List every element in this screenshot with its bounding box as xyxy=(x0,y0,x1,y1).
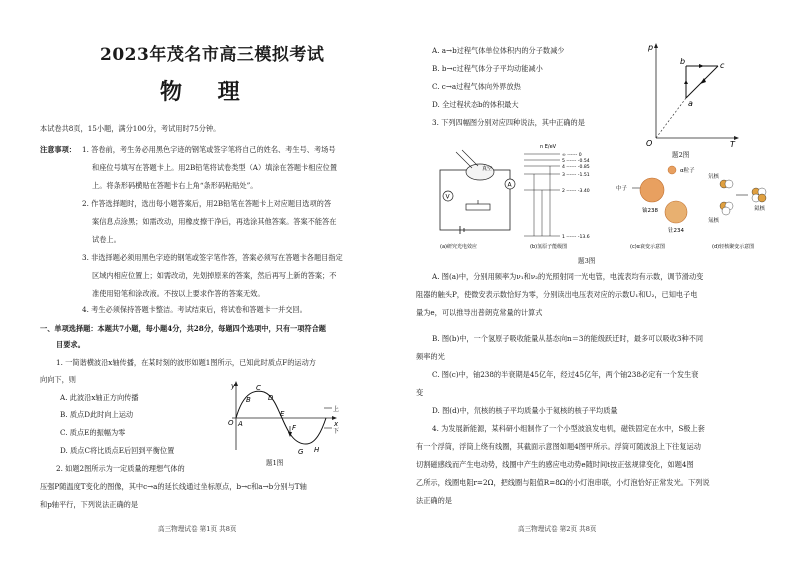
q3-option-a-cont: 阻器的触头P，使微安表示数恰好为零，分别读出电压表对应的示数U₁和U₂，已知电子电 xyxy=(416,290,698,299)
note-line: 1. 答卷前，考生务必用黑色字迹的钢笔或签字笔将自己的姓名、考生号、考场号 xyxy=(82,145,336,154)
q2-option-b: B. b→c过程气体分子平均动能减小 xyxy=(432,64,543,73)
fig3-neutron-label: 中子 xyxy=(616,186,628,192)
subject-title: 物 理 xyxy=(160,79,254,105)
figure-1-wave xyxy=(222,380,342,462)
q1-option-a: A. 此波沿x轴正方向传播 xyxy=(60,393,139,402)
fig1-label-down: 下 xyxy=(333,428,340,435)
fig3-panel-c xyxy=(616,166,695,234)
note-line: 区域内相应位置上；如需改动，先划掉原来的答案，然后再写上新的答案；不 xyxy=(92,271,337,280)
fig2-label-o: O xyxy=(646,139,653,148)
fig2-label-t: T xyxy=(730,140,735,148)
fig3-level: 2 ------ -3.40 xyxy=(562,189,590,194)
note-line: 4. 考生必须保持答题卡整洁。考试结束后，将试卷和答题卡一并交回。 xyxy=(82,305,307,314)
fig3-level: ∞ ------ 0 xyxy=(562,153,582,158)
fig3-panel-d xyxy=(708,172,766,224)
fig1-label-up: 上 xyxy=(333,406,340,413)
fig1-label-f: F xyxy=(292,424,297,432)
q2-option-c: C. c→a过程气体向外界放热 xyxy=(432,82,521,91)
q3-option-d: D. 图(d)中，氘核的核子平均质量小于氦核的核子平均质量 xyxy=(432,406,618,415)
note-line: 试卷上。 xyxy=(92,235,121,244)
page-footer: 高三物理试卷 第2页 共8页 xyxy=(518,525,597,533)
q2-option-d: D. 全过程状态b的体积最大 xyxy=(432,100,519,109)
figure-2-pt-graph xyxy=(642,40,742,148)
note-line: 准使用铅笔和涂改液。不按以上要求作答的答案无效。 xyxy=(92,289,265,298)
question-2-stem: 2. 如题2图所示为一定质量的理想气体的 xyxy=(56,464,185,473)
note-line: 2. 作答选择题时，选出每小题答案后，用2B铅笔在答题卡上对应题目选项的答 xyxy=(82,199,332,208)
question-2-stem-cont: 压强P随温度T变化的图像，其中c→a的延长线通过坐标原点，b→c和a→b分别与T轴 xyxy=(40,482,307,491)
q2-option-a: A. a→b过程气体单位体积内的分子数减少 xyxy=(432,46,565,55)
svg-text:A: A xyxy=(507,181,512,189)
fig3-panel-caption: (b)氢原子能级图 xyxy=(530,244,568,250)
note-line: 3. 非选择题必须用黑色字迹的钢笔或签字笔作答，答案必须写在答题卡各题目指定 xyxy=(82,253,343,262)
section-heading: 一、单项选择题：本题共7小题，每小题4分，共28分，每题四个选项中，只有一项符合题 xyxy=(40,324,326,333)
section-heading-cont: 目要求。 xyxy=(56,340,85,349)
q1-option-c: C. 质点E的振幅为零 xyxy=(60,428,126,437)
figure-1-caption: 题1图 xyxy=(266,459,284,467)
fig1-label-h: H xyxy=(314,446,320,454)
fig3-panel-caption: (a)研究光电效应 xyxy=(440,244,477,250)
question-4-stem-cont: 乙所示，线圈电阻r=2Ω，把线圈与阻值R=8Ω的小灯泡串联，小灯泡恰好正常发光。下列说 xyxy=(416,478,710,487)
fig1-label-y: y xyxy=(231,382,236,390)
q3-option-c: C. 图(c)中，铀238的半衰期是45亿年，经过45亿年，两个铀238必定有一个发生衰 xyxy=(432,370,699,379)
fig2-label-p: p xyxy=(648,43,654,52)
fig1-label-a: A xyxy=(238,420,243,428)
q3-option-b-cont: 频率的光 xyxy=(416,352,445,361)
fig3-panel-caption: (d)轻核聚变示意图 xyxy=(712,244,755,250)
question-4-stem-cont: 切割磁感线而产生电动势，线圈中产生的感应电动势e随时间t按正弦规律变化，如题4图 xyxy=(416,460,694,469)
fig1-label-o: O xyxy=(228,419,234,427)
fig3-panel-caption: (c)α衰变示意图 xyxy=(630,244,665,250)
fig3-u238-label: 铀238 xyxy=(642,208,658,214)
fig3-th234-label: 钍234 xyxy=(668,228,684,234)
exam-title: 2023年茂名市高三模拟考试 xyxy=(100,45,325,65)
question-1-stem: 1. 一简谐横波沿x轴传播，在某时刻的波形如题1图所示，已知此时质点F的运动方 xyxy=(56,358,316,367)
fig3-helium-label: 氦核 xyxy=(754,206,766,212)
fig1-label-x: x xyxy=(334,420,339,428)
fig3-triton-label: 氚核 xyxy=(708,218,720,224)
figure-2-caption: 题2图 xyxy=(672,151,690,159)
fig3-level: 5 ------ -0.54 xyxy=(562,159,590,164)
fig2-label-b: b xyxy=(680,57,686,66)
q3-option-a: A. 图(a)中，分别用频率为ν₁和ν₂的光照射同一光电管，电流表均有示数，调节滑动变 xyxy=(432,272,704,281)
fig1-label-d: D xyxy=(268,394,274,402)
fig1-label-g: G xyxy=(298,448,304,456)
svg-text:V: V xyxy=(445,193,450,201)
note-line: 上。将条形码横贴在答题卡右上角“条形码粘贴处”。 xyxy=(92,181,258,190)
question-2-stem-cont: 和p轴平行，下列说法正确的是 xyxy=(40,500,139,509)
question-4-stem-cont: 有一个浮筒，浮筒上绕有线圈，其截面示意图如题4图甲所示。浮筒可随波浪上下往复运动 xyxy=(416,442,701,451)
question-1-stem-cont: 向向下，则 xyxy=(40,375,76,384)
fig2-label-c: c xyxy=(720,61,725,70)
fig1-label-c: C xyxy=(256,384,261,392)
fig3-level-header: n E/eV xyxy=(540,144,557,150)
question-3-stem: 3. 下列四幅图分别对应四种说法，其中正确的是 xyxy=(432,118,585,127)
fig1-label-b: B xyxy=(246,396,251,404)
note-line: 案信息点涂黑；如需改动，用橡皮擦干净后，再选涂其他答案。答案不能答在 xyxy=(92,217,337,226)
q3-option-b: B. 图(b)中，一个氢原子吸收能量从基态向n＝3的能级跃迁时，最多可以吸收3种不同 xyxy=(432,334,704,343)
question-4-stem: 4. 为发展新能源，某科研小组制作了一个小型波浪发电机，磁铁固定在水中，S极上套 xyxy=(432,424,705,433)
fig3-level: 3 ------ -1.51 xyxy=(562,173,590,178)
note-line: 和座位号填写在答题卡上。用2B铅笔将试卷类型（A）填涂在答题卡相应位置 xyxy=(92,163,338,172)
q1-option-b: B. 质点D此时向上运动 xyxy=(60,410,134,419)
fig3-panel-a xyxy=(440,150,515,234)
figure-3-panels xyxy=(420,140,790,258)
fig3-level: 4 ------ -0.85 xyxy=(562,165,590,170)
fig3-vacuum-label: 真空 xyxy=(482,166,493,172)
q1-option-d: D. 质点C将比质点E后回到平衡位置 xyxy=(60,446,175,455)
q3-option-a-cont: 量为e，可以推导出普朗克常量的计算式 xyxy=(416,308,543,317)
right-page xyxy=(410,0,794,561)
fig3-deuteron-label: 氘核 xyxy=(708,174,720,180)
exam-intro: 本试卷共8页，15小题，满分100分，考试用时75分钟。 xyxy=(40,124,221,133)
fig3-level: 1 ------ -13.6 xyxy=(562,235,590,240)
fig1-label-e: E xyxy=(280,410,285,418)
page-footer: 高三物理试卷 第1页 共8页 xyxy=(158,525,237,533)
fig3-alpha-label: α粒子 xyxy=(680,168,695,174)
question-4-stem-cont: 法正确的是 xyxy=(416,496,452,505)
notes-heading: 注意事项： xyxy=(40,145,76,154)
q3-option-c-cont: 变 xyxy=(416,388,424,397)
fig3-panel-b xyxy=(524,144,590,240)
figure-3-caption: 题3图 xyxy=(578,257,596,265)
fig2-label-a: a xyxy=(688,99,693,108)
